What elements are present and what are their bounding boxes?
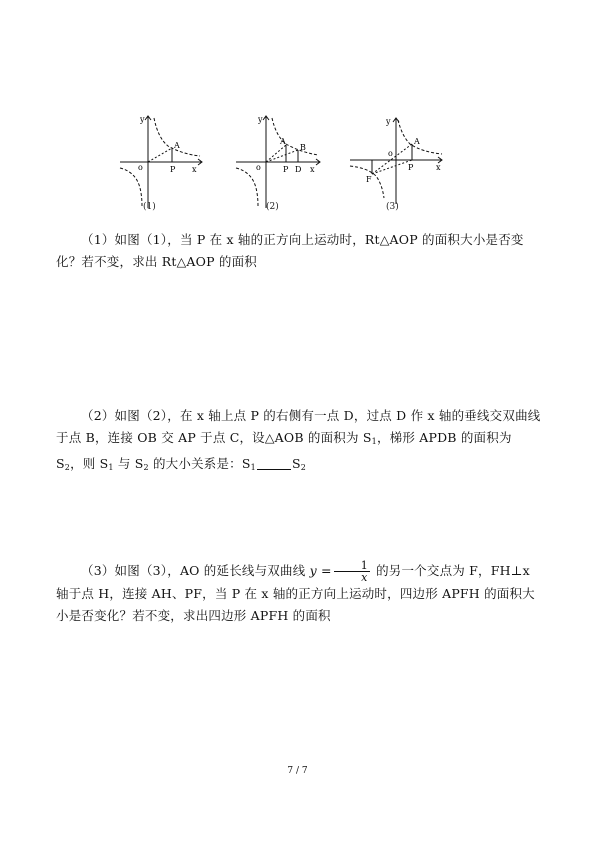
fig3-a-label: A [414,137,420,146]
fig3-o-label: o [388,149,393,158]
answer-blank[interactable] [257,457,291,470]
q2-text-b: ，梯形 APDB 的面积为 S [56,430,512,471]
fig3-x-label: x [436,163,441,172]
fig2-y-label: y [258,115,263,124]
fig1-p-label: P [170,165,176,174]
figure-1-graph [110,108,210,218]
question-2 [56,405,542,479]
q2-sub-3: 1 [108,463,114,472]
q2-sub-2: 2 [64,463,71,472]
fig1-a-label: A [174,141,180,150]
q2-text-e: 的大小关系是：S [148,456,251,471]
fig1-x-label: x [192,165,197,174]
fig2-p-label: P [283,165,289,174]
q2-sub-6: 2 [300,463,307,472]
fig1-o-label: o [138,163,143,172]
q2-sub-5: 1 [250,463,256,472]
figure-strip [110,108,450,218]
figure-1-caption: (1) [143,202,156,212]
figure-3-caption: (3) [386,202,399,212]
q2-sub-4: 2 [143,463,149,472]
fraction-numerator: 1 [334,560,370,572]
figure-2-caption: (2) [266,202,279,212]
fig2-x-label: x [310,165,315,174]
q2-text-c: ，则 S [70,456,109,471]
q2-text-f: S [291,456,301,471]
figure-2 [228,108,328,218]
question-3 [56,560,542,627]
fig2-d-label: D [295,165,302,174]
q3-text-a: （3）如图（3），AO 的延长线与双曲线 [81,563,310,578]
figure-1 [110,108,210,218]
q2-text-a: （2）如图（2），在 x 轴上点 P 的右侧有一点 D，过点 D 作 x 轴的垂线交双曲线于点 B，连接 OB 交 AP 于点 C，设△AOB 的面积为 S [56,408,541,445]
question-1: （1）如图（1），当 P 在 x 轴的正方向上运动时，Rt△AOP 的面积大小是否变化？若不变，求出 Rt△AOP 的面积 [56,232,524,269]
fig1-y-label: y [140,115,145,124]
page-number: 7 / 7 [287,766,308,776]
fig2-b-label: B [300,143,306,152]
equation-lhs: y = [309,563,332,578]
q3-text-b: 的另一个交点为 F，FH⊥x 轴于点 H，连接 AH、PF，当 P 在 x 轴的正方向上运动时，四边形 APFH 的面积大小是否变化？若不变，求出四边形 APFH 的面积 [56,563,535,623]
fig2-a-label: A [280,137,286,146]
fraction-denominator: x [361,571,368,584]
q2-sub-1: 1 [371,437,377,446]
fig3-p-label: P [408,163,414,172]
equation-fraction [334,560,370,583]
fig2-o-label: o [256,163,261,172]
q2-text-d: 与 S [113,456,144,471]
fig3-y-label: y [386,117,391,126]
fig3-f-label: F [366,175,372,184]
figure-3 [346,108,450,218]
